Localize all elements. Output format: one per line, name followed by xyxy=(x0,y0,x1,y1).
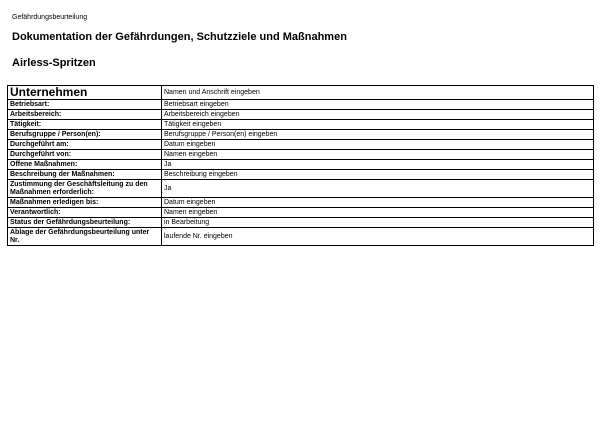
form-row-open-measures xyxy=(8,160,594,170)
company-label: Unternehmen xyxy=(8,86,162,100)
assessment-form-table xyxy=(7,85,594,246)
conducted-on-label: Durchgeführt am: xyxy=(8,140,162,150)
filing-number-label: Ablage der Gefährdungsbeurteilung unter Nr. xyxy=(8,228,162,246)
form-row-work-area xyxy=(8,110,594,120)
occupational-group-label: Berufsgruppe / Person(en): xyxy=(8,130,162,140)
conducted-by-field[interactable]: Namen eingeben xyxy=(162,150,594,160)
responsible-label: Verantwortlich: xyxy=(8,208,162,218)
form-row-filing-number xyxy=(8,228,594,246)
form-row-measures-description xyxy=(8,170,594,180)
work-area-field[interactable]: Arbeitsbereich eingeben xyxy=(162,110,594,120)
activity-field[interactable]: Tätigkeit eingeben xyxy=(162,120,594,130)
occupational-group-field[interactable]: Berufsgruppe / Person(en) eingeben xyxy=(162,130,594,140)
responsible-field[interactable]: Namen eingeben xyxy=(162,208,594,218)
operation-type-label: Betriebsart: xyxy=(8,100,162,110)
form-row-management-approval xyxy=(8,180,594,198)
management-approval-field[interactable]: Ja xyxy=(162,180,594,198)
open-measures-field[interactable]: Ja xyxy=(162,160,594,170)
form-row-conducted-on xyxy=(8,140,594,150)
form-row-assessment-status xyxy=(8,218,594,228)
open-measures-label: Offene Maßnahmen: xyxy=(8,160,162,170)
activity-label: Tätigkeit: xyxy=(8,120,162,130)
measures-description-label: Beschreibung der Maßnahmen: xyxy=(8,170,162,180)
assessment-status-field[interactable]: in Bearbeitung xyxy=(162,218,594,228)
conducted-by-label: Durchgeführt von: xyxy=(8,150,162,160)
company-field[interactable]: Namen und Anschrift eingeben xyxy=(162,86,594,100)
assessment-status-label: Status der Gefährdungsbeurteilung: xyxy=(8,218,162,228)
form-row-complete-by xyxy=(8,198,594,208)
measures-description-field[interactable]: Beschreibung eingeben xyxy=(162,170,594,180)
complete-by-label: Maßnahmen erledigen bis: xyxy=(8,198,162,208)
complete-by-field[interactable]: Datum eingeben xyxy=(162,198,594,208)
work-area-label: Arbeitsbereich: xyxy=(8,110,162,120)
running-header: Gefährdungsbeurteilung xyxy=(12,14,88,21)
form-row-operation-type xyxy=(8,100,594,110)
document-title: Dokumentation der Gefährdungen, Schutzziele und Maßnahmen xyxy=(12,31,347,43)
conducted-on-field[interactable]: Datum eingeben xyxy=(162,140,594,150)
form-row-occupational-group xyxy=(8,130,594,140)
form-row-responsible xyxy=(8,208,594,218)
form-row-company xyxy=(8,86,594,100)
filing-number-field[interactable]: laufende Nr. eingeben xyxy=(162,228,594,246)
operation-type-field[interactable]: Betriebsart eingeben xyxy=(162,100,594,110)
form-row-conducted-by xyxy=(8,150,594,160)
form-row-activity xyxy=(8,120,594,130)
management-approval-label: Zustimmung der Geschäftsleitung zu den Maßnahmen erforderlich: xyxy=(8,180,162,198)
document-subtitle: Airless-Spritzen xyxy=(12,57,96,69)
